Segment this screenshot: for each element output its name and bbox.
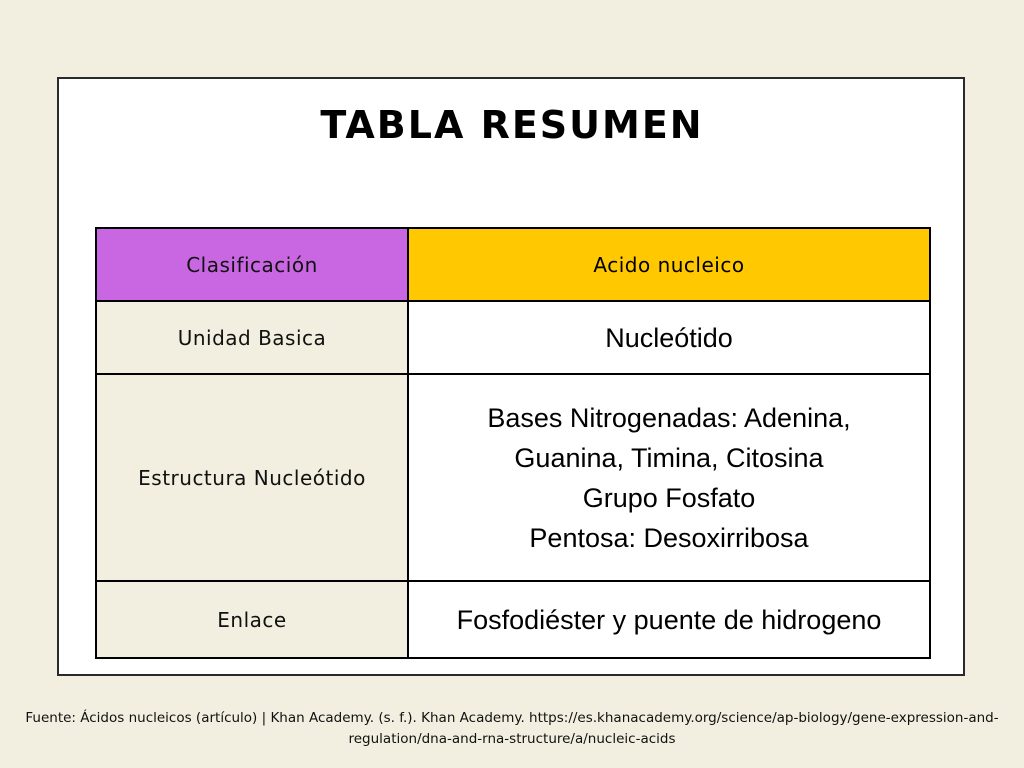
table-row bbox=[96, 374, 930, 581]
source-citation bbox=[0, 708, 1024, 750]
row-label-unidad-basica: Unidad Basica bbox=[96, 301, 408, 374]
value-line: Bases Nitrogenadas: Adenina, bbox=[487, 402, 851, 433]
source-line-1: Fuente: Ácidos nucleicos (artículo) | Khan Academy. (s. f.). Khan Academy. https://es.khanacademy.org/science/ap-biology/gene-expression-and- bbox=[25, 710, 999, 726]
row-label-enlace: Enlace bbox=[96, 581, 408, 658]
value-line: Guanina, Timina, Citosina bbox=[514, 442, 824, 473]
value-line: Pentosa: Desoxirribosa bbox=[529, 522, 809, 553]
summary-table bbox=[95, 227, 931, 659]
table-row bbox=[96, 581, 930, 658]
page-title: TABLA RESUMEN bbox=[320, 103, 704, 147]
row-value-estructura bbox=[408, 374, 930, 581]
row-value-enlace bbox=[408, 581, 930, 658]
header-label-cell: Clasificación bbox=[96, 228, 408, 301]
row-value-unidad-basica bbox=[408, 301, 930, 374]
header-value-cell: Acido nucleico bbox=[408, 228, 930, 301]
value-line: Grupo Fosfato bbox=[582, 482, 756, 513]
table-row bbox=[96, 301, 930, 374]
table-header-row bbox=[96, 228, 930, 301]
value-line: Fosfodiéster y puente de hidrogeno bbox=[456, 604, 882, 635]
source-line-2: regulation/dna-and-rna-structure/a/nucleic-acids bbox=[348, 731, 676, 747]
value-line: Nucleótido bbox=[605, 322, 733, 353]
row-label-estructura: Estructura Nucleótido bbox=[96, 374, 408, 581]
